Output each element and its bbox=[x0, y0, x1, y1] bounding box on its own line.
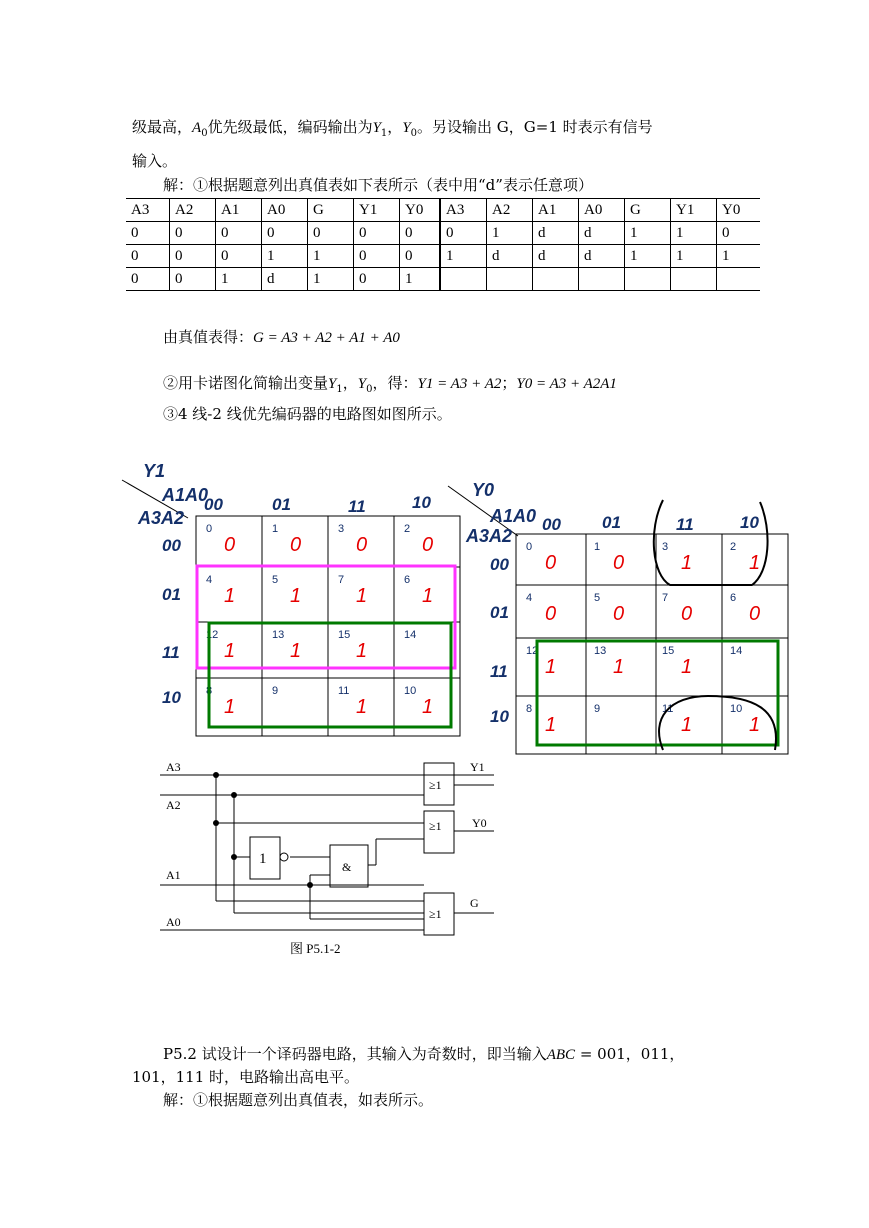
kmap-y1-loop-pink bbox=[197, 566, 455, 668]
kmap-y0-minterm: 12 bbox=[526, 645, 539, 657]
kmap-y1-minterm: 2 bbox=[404, 523, 411, 535]
col-header: 00 bbox=[542, 515, 561, 534]
row-header: 00 bbox=[490, 555, 509, 574]
row-header: 10 bbox=[490, 707, 509, 726]
kmap-y1-minterm: 6 bbox=[404, 574, 411, 586]
kmap-y0-value: 1 bbox=[545, 714, 557, 736]
kmap-y1-value: 1 bbox=[422, 585, 434, 607]
col-header: 11 bbox=[676, 515, 694, 534]
kmap-y0-output-label: Y0 bbox=[472, 480, 495, 500]
kmap-y1-minterm: 11 bbox=[338, 685, 350, 697]
kmap-y0-value: 0 bbox=[681, 603, 693, 625]
kmap-y0-col-vars: A1A0 bbox=[490, 506, 537, 526]
intro-line-2: 输入。 bbox=[132, 152, 178, 170]
gate-label: 1 bbox=[259, 851, 267, 867]
kmap-y0-value: 0 bbox=[545, 603, 557, 625]
output-label: Y0 bbox=[472, 816, 487, 830]
kmap-y1-row-vars: A3A2 bbox=[138, 508, 185, 528]
kmap-y0-minterm: 1 bbox=[594, 541, 601, 553]
kmap-y1-output-label: Y1 bbox=[143, 461, 166, 481]
karnaugh-maps bbox=[0, 450, 869, 770]
kmap-y0-value: 0 bbox=[545, 552, 557, 574]
kmap-y1-value: 0 bbox=[422, 534, 434, 556]
kmap-y0-value: 1 bbox=[613, 656, 625, 678]
kmap-y1-minterm: 13 bbox=[272, 629, 285, 641]
kmap-y0-value: 1 bbox=[749, 714, 761, 736]
step-2: ②用卡诺图化简输出变量$Y_1$，$Y_0$，得：Y1 = A3 + A2；Y0 = A3 + A2A1 bbox=[163, 374, 617, 395]
kmap-y0-minterm: 0 bbox=[526, 541, 533, 553]
table-row: 0 0 0 0 0 0 0 0 1 d d 1 1 0 bbox=[126, 222, 760, 245]
kmap-y0-minterm: 2 bbox=[730, 541, 737, 553]
kmap-y1-value: 1 bbox=[422, 696, 434, 718]
kmap-y0-value: 1 bbox=[545, 656, 557, 678]
col-header: 00 bbox=[204, 495, 223, 514]
gate-label: ≥1 bbox=[429, 778, 442, 792]
kmap-y1-value: 1 bbox=[290, 585, 302, 607]
kmap-y1-minterm: 0 bbox=[206, 523, 213, 535]
figure-caption: 图 P5.1-2 bbox=[290, 941, 341, 956]
intro-line-1: 级最高，$A_0$优先级最低，编码输出为$Y_1$，$Y_0$。另设输出 G，G=1 时表示有信号 bbox=[132, 118, 653, 139]
kmap-y0-value: 0 bbox=[749, 603, 761, 625]
kmap-y0-value: 1 bbox=[749, 552, 761, 574]
kmap-y0-minterm: 13 bbox=[594, 645, 607, 657]
kmap-y1-grid bbox=[196, 516, 460, 736]
kmap-y0-minterm: 11 bbox=[662, 703, 674, 715]
kmap-y0-col-headers bbox=[542, 513, 759, 534]
kmap-y0-row-vars: A3A2 bbox=[466, 526, 513, 546]
table-header-row: A3 A2 A1 A0 G Y1 Y0 A3 A2 A1 A0 G Y1 Y0 bbox=[126, 199, 760, 222]
kmap-y1-minterm: 3 bbox=[338, 523, 345, 535]
table-row: 0 0 0 1 1 0 0 1 d d d 1 1 1 bbox=[126, 245, 760, 268]
input-label: A2 bbox=[166, 798, 181, 812]
kmap-y1-value: 0 bbox=[290, 534, 302, 556]
col-header: 01 bbox=[602, 513, 621, 532]
kmap-y1-minterm: 14 bbox=[404, 629, 417, 641]
equation-g: 由真值表得：G = A3 + A2 + A1 + A0 bbox=[163, 328, 400, 346]
kmap-y1-row-headers bbox=[162, 536, 181, 707]
kmap-y0-minterm: 4 bbox=[526, 592, 533, 604]
step-3: ③4 线-2 线优先编码器的电路图如图所示。 bbox=[163, 405, 452, 423]
not-bubble bbox=[280, 853, 288, 861]
row-header: 11 bbox=[490, 662, 508, 681]
row-header: 11 bbox=[162, 643, 180, 662]
intro-line-3: 解：①根据题意列出真值表如下表所示（表中用“d”表示任意项） bbox=[163, 176, 593, 194]
col-header: 10 bbox=[412, 493, 431, 512]
gate-label: ≥1 bbox=[429, 819, 442, 833]
kmap-y1-col-headers bbox=[204, 493, 431, 516]
kmap-y1-value: 1 bbox=[356, 585, 368, 607]
kmap-y1-minterm: 7 bbox=[338, 574, 345, 586]
kmap-y1-cells bbox=[206, 523, 433, 718]
p52-line-3: 解：①根据题意列出真值表，如表所示。 bbox=[163, 1091, 434, 1109]
kmap-y0-minterm: 10 bbox=[730, 703, 743, 715]
kmap-y1-minterm: 10 bbox=[404, 685, 417, 697]
kmap-y1-value: 0 bbox=[224, 534, 236, 556]
kmap-y0-minterm: 5 bbox=[594, 592, 601, 604]
kmap-y0-value: 0 bbox=[613, 603, 625, 625]
kmap-y0-grid bbox=[516, 534, 788, 754]
kmap-y1-minterm: 12 bbox=[206, 629, 219, 641]
kmap-y1-value: 1 bbox=[224, 696, 236, 718]
kmap-y0-minterm: 8 bbox=[526, 703, 533, 715]
kmap-y0-minterm: 7 bbox=[662, 592, 669, 604]
output-label: G bbox=[470, 896, 479, 910]
input-label: A3 bbox=[166, 760, 181, 774]
kmap-y1-minterm: 1 bbox=[272, 523, 279, 535]
row-header: 01 bbox=[162, 585, 181, 604]
kmap-y1 bbox=[122, 461, 460, 736]
gate-label: ≥1 bbox=[429, 907, 442, 921]
kmap-y1-minterm: 5 bbox=[272, 574, 279, 586]
kmap-y1-col-vars: A1A0 bbox=[162, 485, 209, 505]
kmap-y1-minterm: 15 bbox=[338, 629, 351, 641]
table-row: 0 0 1 d 1 0 1 bbox=[126, 268, 760, 291]
kmap-y0-value: 1 bbox=[681, 714, 693, 736]
circuit-diagram bbox=[0, 755, 560, 965]
kmap-y1-minterm: 4 bbox=[206, 574, 213, 586]
kmap-y0-minterm: 14 bbox=[730, 645, 743, 657]
kmap-y0-value: 1 bbox=[681, 656, 693, 678]
kmap-y0-row-headers bbox=[490, 555, 509, 726]
kmap-y0 bbox=[448, 480, 788, 754]
kmap-y1-minterm: 9 bbox=[272, 685, 279, 697]
kmap-y0-minterm: 3 bbox=[662, 541, 669, 553]
col-header: 11 bbox=[348, 497, 366, 516]
kmap-y1-value: 1 bbox=[224, 640, 236, 662]
kmap-y0-value: 0 bbox=[613, 552, 625, 574]
truth-table bbox=[126, 198, 760, 291]
kmap-y1-value: 1 bbox=[290, 640, 302, 662]
row-header: 10 bbox=[162, 688, 181, 707]
col-header: 10 bbox=[740, 513, 759, 532]
p52-line-1: P5.2 试设计一个译码器电路，其输入为奇数时，即当输入ABC = 001，011， bbox=[163, 1045, 685, 1063]
kmap-y0-minterm: 9 bbox=[594, 703, 601, 715]
kmap-y1-value: 1 bbox=[224, 585, 236, 607]
kmap-y0-minterm: 15 bbox=[662, 645, 675, 657]
gate-label: & bbox=[342, 860, 352, 874]
row-header: 00 bbox=[162, 536, 181, 555]
row-header: 01 bbox=[490, 603, 509, 622]
output-label: Y1 bbox=[470, 760, 485, 774]
kmap-y1-minterm: 8 bbox=[206, 685, 213, 697]
col-header: 01 bbox=[272, 495, 291, 514]
kmap-y1-value: 0 bbox=[356, 534, 368, 556]
kmap-y1-value: 1 bbox=[356, 696, 368, 718]
p52-line-2: 101，111 时，电路输出高电平。 bbox=[132, 1068, 360, 1086]
kmap-y0-minterm: 6 bbox=[730, 592, 737, 604]
kmap-y1-value: 1 bbox=[356, 640, 368, 662]
kmap-y0-value: 1 bbox=[681, 552, 693, 574]
input-label: A1 bbox=[166, 868, 181, 882]
input-label: A0 bbox=[166, 915, 181, 929]
